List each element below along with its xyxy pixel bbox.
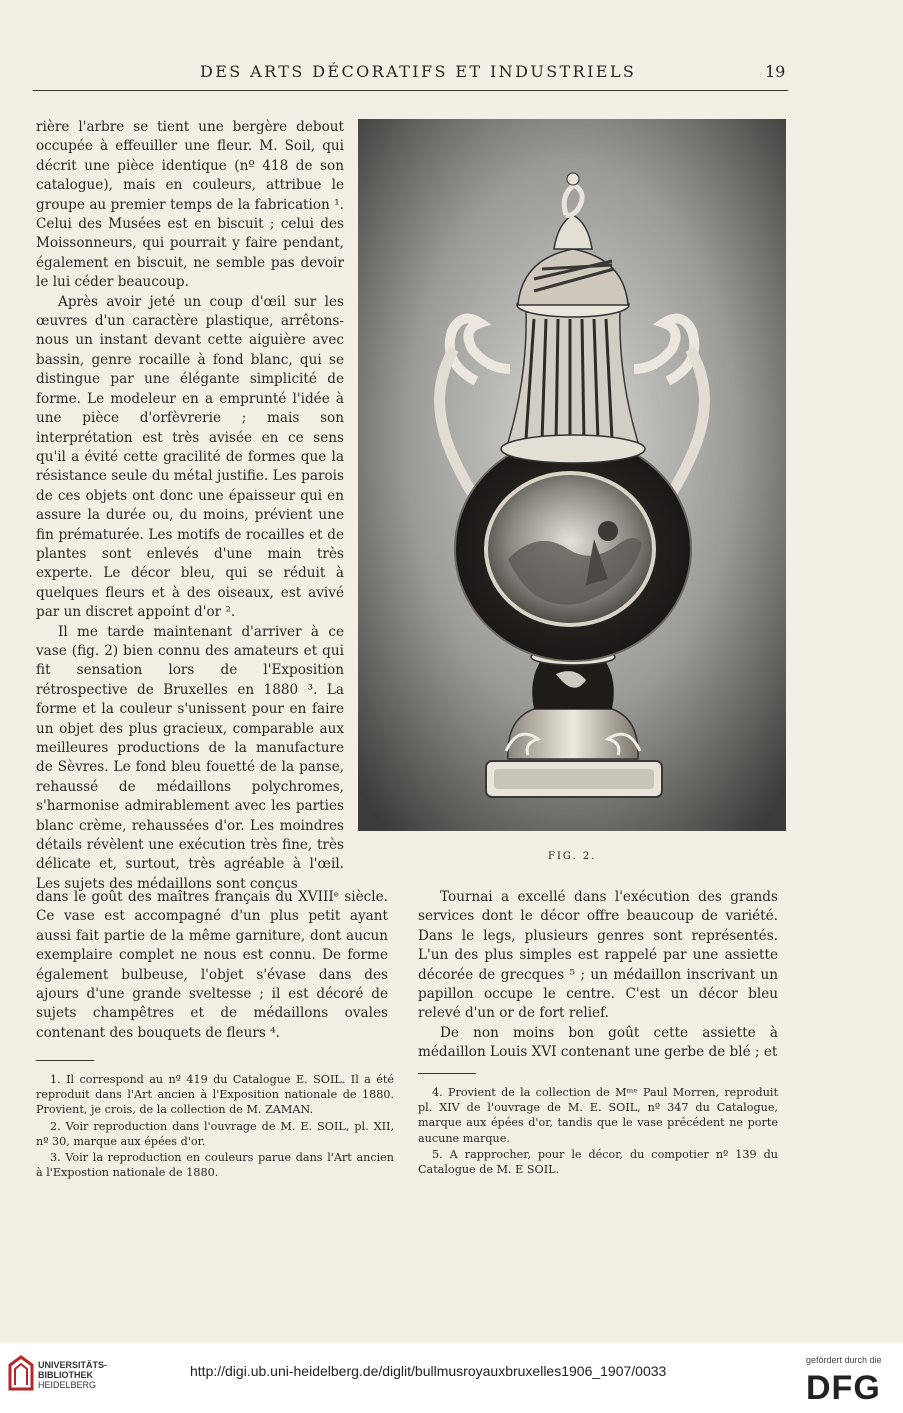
paragraph: rière l'arbre se tient une bergère debout occupée à effeuiller une fleur. M. Soil, qui décrit une pièce identique (nº 418 de son catalogue), mais en couleurs, attribue le groupe au premier temps de la fabrication ¹. Celui des Musées est en biscuit ; celui des Moissonneurs, qui pourrait y faire pendant, également en biscuit, ne semble pas devoir le lui céder beaucoup. [36,119,344,291]
page-number: 19 [765,62,786,81]
permalink-url[interactable]: http://digi.ub.uni-heidelberg.de/diglit/bullmusroyauxbruxelles1906_1907/0033 [190,1363,667,1379]
left-column-bottom [36,888,388,1043]
funded-by-label: gefördert durch die [806,1355,882,1365]
left-column [36,118,344,894]
figure-vase-photo [358,119,786,831]
paragraph: Il me tarde maintenant d'arriver à ce vase (fig. 2) bien connu des amateurs et qui fit sensation lors de l'Exposition rétrospective de Bruxelles en 1880 ³. La forme et la couleur s'unissent pour en faire un objet des plus gracieux, comparable aux meilleures productions de la manufacture de Sèvres. Le fond bleu fouetté de la panse, rehaussé de médaillons polychromes, s'harmonise admirablement avec les parties blanc crème, rehaussées d'or. Les moindres détails révèlent une exécution très fine, très délicate et, surtout, très agréable à l'œil. Les sujets des médaillons sont conçus [36,623,344,892]
paragraph: Après avoir jeté un coup d'œil sur les œuvres d'un caractère plastique, arrêtons-nous un instant devant cette aiguière avec bassin, genre rocaille à fond blanc, qui se distingue par une élégante simplicité de forme. Le modeleur en a emprunté l'idée à une pièce d'orfèvrerie ; mais son interprétation est très avisée en ce sens qu'il a évité cette gracilité de formes que la résistance seule du métal justifie. Les parois de ces objets ont donc une épaisseur qui en assure la durée ou, du moins, prévient une fin prématurée. Les motifs de rocailles et de plantes sont enlevés d'une main très experte. Le décor bleu, qui se réduit à quelques fleurs et à des oiseaux, est avivé par un discret appoint d'or ². [36,293,344,621]
footnotes-left [36,1072,394,1181]
running-title: DES ARTS DÉCORATIFS ET INDUSTRIELS [200,62,637,81]
footnote: 4. Provient de la collection de Mᵐᵉ Paul Morren, reproduit pl. XIV de l'ouvrage de M. E. SOIL, nº 347 du Catalogue, marque aux épées d'or, tandis que le vase précédent ne porte aucune marque. [418,1086,778,1145]
footnote-rule [418,1073,476,1074]
footnote: 5. A rapprocher, pour le décor, du compotier nº 139 du Catalogue de M. E SOIL. [418,1147,778,1177]
header-rule [33,90,788,91]
paragraph: dans le goût des maîtres français du XVIIIᵉ siècle. Ce vase est accompagné d'un plus petit ayant aussi fait partie de la même garniture, dont aucun exemplaire complet ne nous est connu. De forme également bulbeuse, l'objet s'évase dans des ajours d'une grande sveltesse ; il est décoré de sujets champêtres et de médaillons ovales contenant des bouquets de fleurs ⁴. [36,889,388,1041]
running-header [0,62,903,86]
footnote: 3. Voir la reproduction en couleurs parue dans l'Art ancien à l'Expostion nationale de 1880. [36,1151,394,1180]
right-column [418,888,778,1063]
paragraph: Tournai a excellé dans l'exécution des grands services dont le décor offre beaucoup de variété. Dans le legs, plusieurs genres sont représentés. L'un des plus simples est rappelé par une assiette décorée de grecques ⁵ ; un médaillon inscrivant un papillon occupe le centre. C'est un décor bleu relevé d'un or de fort relief. [418,889,778,1022]
figure-caption: FIG. 2. [548,851,597,862]
paragraph: De non moins bon goût cette assiette à médaillon Louis XVI contenant une gerbe de blé ; et [418,1024,778,1061]
footnote-rule [36,1060,94,1061]
footnote: 1. Il correspond au nº 419 du Catalogue E. SOIL. Il a été reproduit dans l'Art ancien à l'Exposition nationale de 1880. Provient, je crois, de la collection de M. ZAMAN. [36,1073,394,1117]
institution-name: UNIVERSITÄTS- BIBLIOTHEK HEIDELBERG [38,1360,108,1390]
digitization-footer [0,1343,903,1413]
footnotes-right [418,1085,778,1178]
university-library-logo-icon [8,1355,34,1391]
dfg-logo: DFG [806,1369,881,1407]
footnote: 2. Voir reproduction dans l'ouvrage de M. E. SOIL, pl. XII, nº 30, marque aux épées d'or. [36,1119,394,1148]
vase-illustration [358,119,786,831]
